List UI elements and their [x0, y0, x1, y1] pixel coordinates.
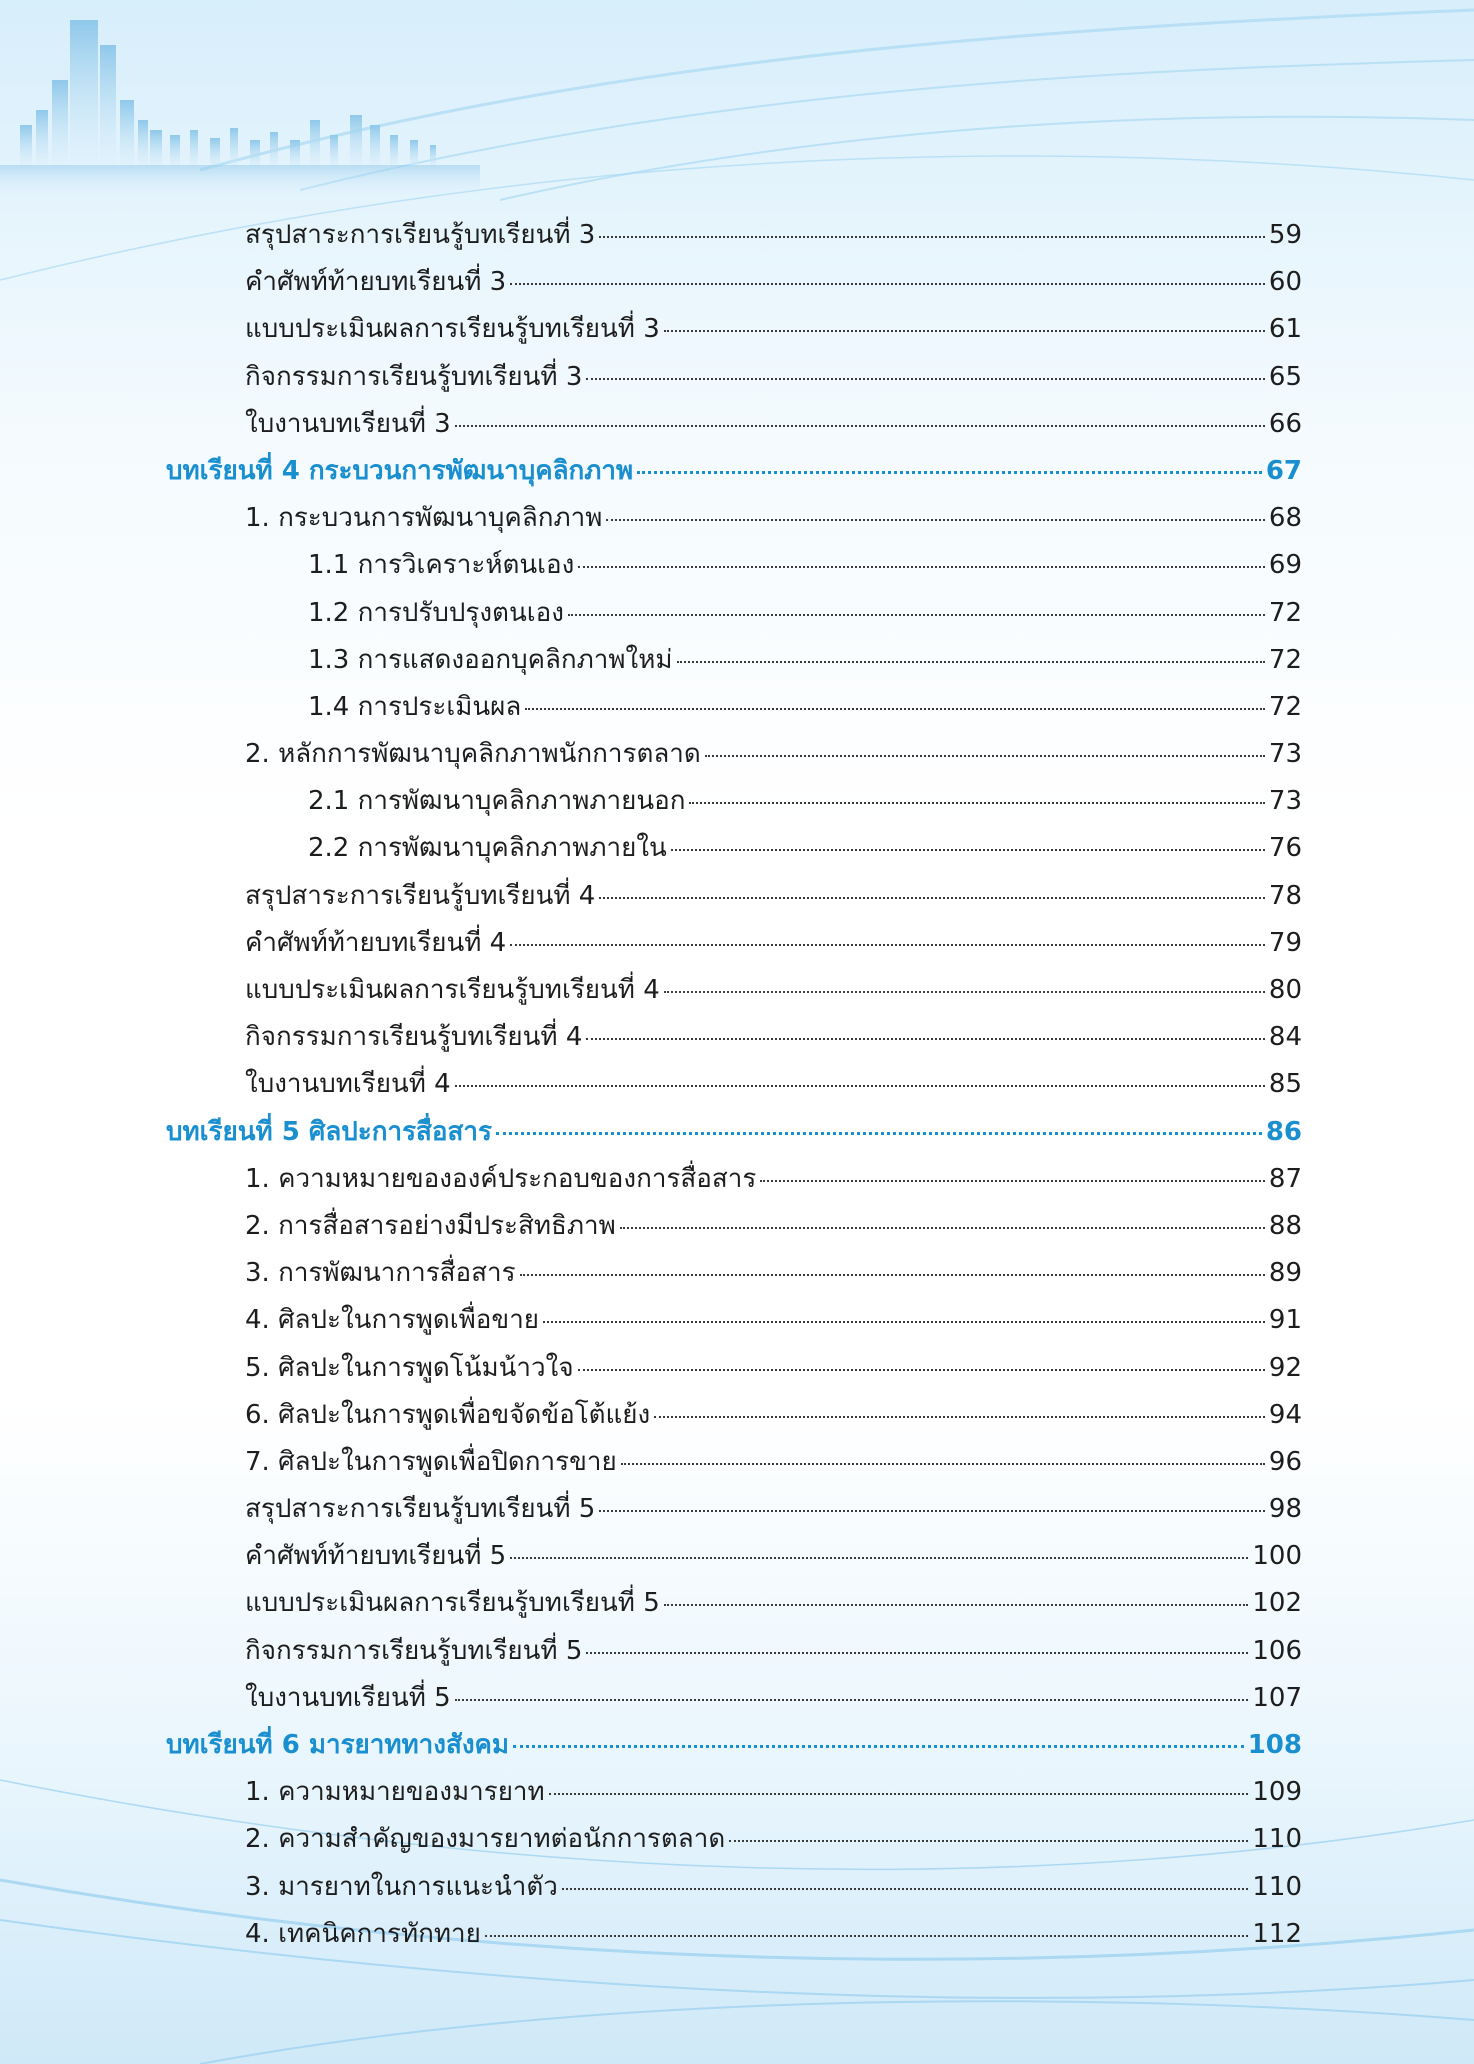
dot-leader [513, 1745, 1244, 1748]
toc-entry-title: กิจกรรมการเรียนรู้บทเรียนที่ 4 [245, 1022, 583, 1053]
toc-entry-title: 2. หลักการพัฒนาบุคลิกภาพนักการตลาด [245, 739, 701, 770]
toc-entry[interactable] [166, 1063, 1302, 1110]
dot-leader [543, 1321, 1265, 1323]
toc-entry[interactable] [166, 1771, 1302, 1818]
toc-entry[interactable] [166, 403, 1302, 450]
toc-entry-page: 68 [1268, 503, 1302, 534]
dot-leader [586, 1038, 1265, 1040]
toc-entry-page: 60 [1268, 267, 1302, 298]
toc-entry-title: 1.4 การประเมินผล [308, 691, 522, 722]
dot-leader [621, 1463, 1265, 1465]
toc-entry-page: 109 [1252, 1777, 1302, 1808]
toc-entry-title: 3. มารยาทในการแนะนำตัว [245, 1871, 558, 1902]
toc-entry-page: 98 [1268, 1494, 1302, 1525]
toc-entry[interactable] [166, 1441, 1302, 1488]
toc-entry-page: 85 [1268, 1069, 1302, 1100]
toc-entry-title: แบบประเมินผลการเรียนรู้บทเรียนที่ 4 [245, 975, 660, 1005]
toc-entry-page: 66 [1268, 408, 1302, 439]
toc-entry[interactable] [166, 214, 1302, 261]
dot-leader [586, 1652, 1248, 1654]
toc-entry-title: สรุปสาระการเรียนรู้บทเรียนที่ 4 [245, 880, 596, 911]
toc-entry[interactable] [166, 686, 1302, 733]
toc-entry-page: 80 [1268, 975, 1302, 1005]
toc-entry-title: 1. ความหมายขององค์ประกอบของการสื่อสาร [245, 1163, 757, 1194]
toc-entry-page: 73 [1268, 739, 1302, 770]
toc-entry-title: 2.2 การพัฒนาบุคลิกภาพภายใน [308, 833, 667, 864]
toc-entry-title: สรุปสาระการเรียนรู้บทเรียนที่ 5 [245, 1494, 596, 1525]
toc-entry[interactable] [166, 780, 1302, 827]
toc-entry-page: 110 [1252, 1824, 1302, 1855]
toc-entry-title: แบบประเมินผลการเรียนรู้บทเรียนที่ 5 [245, 1588, 660, 1619]
toc-entry-page: 72 [1268, 644, 1302, 675]
toc-entry-title: บทเรียนที่ 4 กระบวนการพัฒนาบุคลิกภาพ [166, 455, 634, 486]
toc-entry-title: ใบงานบทเรียนที่ 4 [245, 1069, 451, 1100]
dot-leader [562, 1888, 1248, 1890]
dot-leader [455, 1699, 1249, 1701]
toc-entry[interactable] [166, 969, 1302, 1016]
toc-entry[interactable] [166, 827, 1302, 874]
dot-leader [677, 661, 1265, 663]
toc-entry-title: 3. การพัฒนาการสื่อสาร [245, 1258, 516, 1289]
toc-entry-title: 4. ศิลปะในการพูดเพื่อขาย [245, 1305, 540, 1336]
toc-entry[interactable] [166, 544, 1302, 591]
toc-chapter-heading[interactable] [166, 1111, 1302, 1158]
toc-entry[interactable] [166, 1535, 1302, 1582]
toc-entry-page: 67 [1265, 455, 1302, 486]
dot-leader [689, 802, 1264, 804]
dot-leader [729, 1840, 1248, 1842]
dot-leader [549, 1793, 1249, 1795]
toc-entry-title: คำศัพท์ท้ายบทเรียนที่ 3 [245, 267, 507, 298]
toc-entry-title: คำศัพท์ท้ายบทเรียนที่ 5 [245, 1541, 507, 1572]
toc-entry[interactable] [166, 1488, 1302, 1535]
toc-entry-page: 73 [1268, 786, 1302, 817]
toc-entry[interactable] [166, 1630, 1302, 1677]
dot-leader [510, 944, 1265, 946]
toc-entry-title: บทเรียนที่ 6 มารยาททางสังคม [166, 1730, 510, 1760]
dot-leader [599, 1510, 1265, 1512]
toc-entry[interactable] [166, 308, 1302, 355]
toc-entry-page: 102 [1252, 1588, 1302, 1619]
toc-entry-page: 78 [1268, 880, 1302, 911]
toc-entry-page: 88 [1268, 1210, 1302, 1241]
toc-entry-page: 61 [1268, 314, 1302, 345]
dot-leader [578, 1369, 1265, 1371]
toc-entry[interactable] [166, 1394, 1302, 1441]
toc-entry[interactable] [166, 1866, 1302, 1913]
dot-leader [664, 330, 1265, 332]
toc-entry-page: 92 [1268, 1352, 1302, 1383]
dot-leader [606, 519, 1265, 521]
toc-entry-title: 1.3 การแสดงออกบุคลิกภาพใหม่ [308, 644, 673, 675]
dot-leader [485, 1935, 1249, 1937]
dot-leader [510, 283, 1265, 285]
toc-entry-page: 89 [1268, 1258, 1302, 1289]
toc-chapter-heading[interactable] [166, 450, 1302, 497]
toc-entry-title: 2.1 การพัฒนาบุคลิกภาพภายนอก [308, 786, 686, 817]
toc-entry-title: 2. การสื่อสารอย่างมีประสิทธิภาพ [245, 1210, 616, 1241]
toc-entry-title: คำศัพท์ท้ายบทเรียนที่ 4 [245, 927, 507, 958]
dot-leader [620, 1227, 1265, 1229]
toc-entry-title: 5. ศิลปะในการพูดโน้มน้าวใจ [245, 1352, 574, 1383]
toc-entry-page: 86 [1265, 1116, 1302, 1147]
dot-leader [637, 471, 1262, 474]
dot-leader [664, 991, 1265, 993]
toc-entry[interactable] [166, 1582, 1302, 1629]
toc-entry[interactable] [166, 639, 1302, 686]
toc-entry-title: 2. ความสำคัญของมารยาทต่อนักการตลาด [245, 1824, 726, 1855]
toc-entry-title: บทเรียนที่ 5 ศิลปะการสื่อสาร [166, 1116, 492, 1147]
toc-entry-page: 106 [1252, 1635, 1302, 1666]
toc-chapter-heading[interactable] [166, 1724, 1302, 1771]
toc-entry-title: 1. ความหมายของมารยาท [245, 1777, 545, 1808]
toc-entry-title: ใบงานบทเรียนที่ 5 [245, 1682, 451, 1713]
toc-entry[interactable] [166, 1016, 1302, 1063]
toc-entry[interactable] [166, 1347, 1302, 1394]
toc-entry-title: กิจกรรมการเรียนรู้บทเรียนที่ 3 [245, 361, 583, 392]
toc-entry[interactable] [166, 733, 1302, 780]
toc-entry-title: 7. ศิลปะในการพูดเพื่อปิดการขาย [245, 1446, 617, 1477]
dot-leader [520, 1274, 1265, 1276]
toc-entry[interactable] [166, 1913, 1302, 1960]
toc-entry-page: 110 [1252, 1871, 1302, 1902]
toc-entry-page: 59 [1268, 220, 1302, 250]
toc-entry[interactable] [166, 261, 1302, 308]
dot-leader [760, 1180, 1265, 1182]
toc-entry-page: 94 [1268, 1399, 1302, 1430]
toc-entry-page: 108 [1247, 1730, 1302, 1760]
toc-entry-title: ใบงานบทเรียนที่ 3 [245, 408, 451, 439]
toc-entry-page: 72 [1268, 691, 1302, 722]
toc-entry-title: 1.1 การวิเคราะห์ตนเอง [308, 550, 575, 581]
toc-entry-page: 96 [1268, 1446, 1302, 1477]
toc-entry-page: 84 [1268, 1022, 1302, 1053]
toc-entry[interactable] [166, 875, 1302, 922]
toc-entry[interactable] [166, 592, 1302, 639]
toc-entry-page: 112 [1252, 1918, 1302, 1949]
toc-entry[interactable] [166, 1818, 1302, 1865]
dot-leader [671, 849, 1265, 851]
toc-entry-page: 87 [1268, 1163, 1302, 1194]
toc-entry-page: 91 [1268, 1305, 1302, 1336]
toc-entry[interactable] [166, 1205, 1302, 1252]
toc-entry-title: 4. เทคนิคการทักทาย [245, 1918, 481, 1949]
toc-entry-title: สรุปสาระการเรียนรู้บทเรียนที่ 3 [245, 220, 596, 250]
dot-leader [654, 1416, 1265, 1418]
toc-entry[interactable] [166, 1158, 1302, 1205]
toc-entry-page: 107 [1252, 1682, 1302, 1713]
dot-leader [599, 236, 1265, 238]
toc-entry-title: กิจกรรมการเรียนรู้บทเรียนที่ 5 [245, 1635, 583, 1666]
toc-entry[interactable] [166, 356, 1302, 403]
toc-entry[interactable] [166, 1252, 1302, 1299]
dot-leader [664, 1604, 1249, 1606]
toc-entry[interactable] [166, 1299, 1302, 1346]
dot-leader [525, 708, 1265, 710]
toc-entry[interactable] [166, 497, 1302, 544]
dot-leader [455, 425, 1265, 427]
dot-leader [705, 755, 1265, 757]
dot-leader [599, 897, 1265, 899]
dot-leader [586, 378, 1265, 380]
dot-leader [496, 1132, 1262, 1135]
table-of-contents [166, 214, 1302, 1960]
toc-entry[interactable] [166, 922, 1302, 969]
toc-entry-page: 72 [1268, 597, 1302, 628]
toc-entry-page: 79 [1268, 927, 1302, 958]
toc-entry-title: 1.2 การปรับปรุงตนเอง [308, 597, 564, 628]
dot-leader [455, 1085, 1265, 1087]
dot-leader [510, 1557, 1248, 1559]
toc-entry-title: 1. กระบวนการพัฒนาบุคลิกภาพ [245, 503, 603, 534]
toc-entry-title: 6. ศิลปะในการพูดเพื่อขจัดข้อโต้แย้ง [245, 1399, 651, 1430]
dot-leader [578, 566, 1265, 568]
dot-leader [568, 614, 1265, 616]
toc-entry-page: 69 [1268, 550, 1302, 581]
toc-entry-page: 100 [1252, 1541, 1302, 1572]
toc-entry-title: แบบประเมินผลการเรียนรู้บทเรียนที่ 3 [245, 314, 660, 345]
toc-entry-page: 76 [1268, 833, 1302, 864]
city-skyline-icon [0, 20, 480, 195]
toc-entry-page: 65 [1268, 361, 1302, 392]
toc-entry[interactable] [166, 1677, 1302, 1724]
